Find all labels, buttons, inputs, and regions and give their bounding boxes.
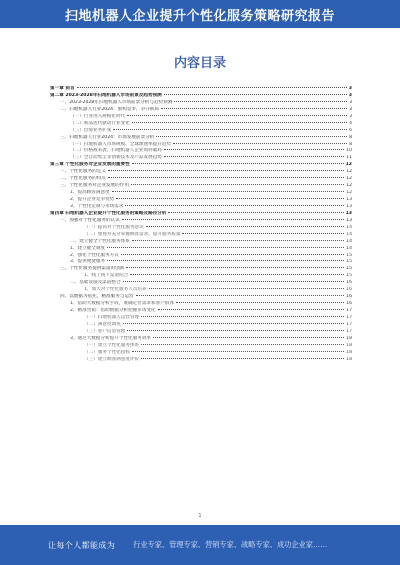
toc-entry-page: 18 bbox=[346, 356, 352, 362]
toc-dot-leader bbox=[132, 240, 344, 241]
toc-entry[interactable] bbox=[50, 246, 352, 253]
toc-entry-label: 第四章 扫地机器人企业提升个性化服务的策略及路径分析 bbox=[50, 210, 167, 216]
toc-entry-label: 一、个性化服务的定义 bbox=[60, 169, 106, 175]
toc-entry-label: 1、加大对个性化服务人员培养 bbox=[84, 287, 147, 293]
toc-entry[interactable] bbox=[50, 315, 352, 322]
toc-dot-leader bbox=[77, 87, 347, 88]
toc-dot-leader bbox=[164, 94, 347, 95]
toc-entry-label: 3、个性化定制与市场需求 bbox=[70, 203, 124, 209]
toc-dot-leader bbox=[182, 233, 344, 234]
toc-entry[interactable] bbox=[50, 183, 352, 190]
toc-dot-leader bbox=[125, 205, 344, 206]
toc-entry[interactable] bbox=[50, 329, 352, 336]
toc-entry-label: 2、精准营销：借助数据分析把握市场变化 bbox=[70, 308, 156, 313]
toc-dot-leader bbox=[156, 136, 347, 137]
toc-entry-label: （三）建立顾客满意度评价 bbox=[84, 356, 140, 362]
toc-entry-page: 16 bbox=[346, 280, 352, 286]
toc-entry-page: 15 bbox=[346, 266, 352, 272]
toc-entry-page: 14 bbox=[346, 238, 352, 244]
report-header-banner bbox=[0, 0, 400, 28]
toc-dot-leader bbox=[164, 156, 344, 157]
toc-entry-page: 8 bbox=[349, 141, 352, 147]
toc-entry-page: 4 bbox=[349, 120, 352, 126]
toc-dot-leader bbox=[146, 226, 344, 227]
toc-entry[interactable] bbox=[50, 107, 352, 114]
toc-entry[interactable] bbox=[50, 294, 352, 301]
toc-dot-leader bbox=[123, 323, 344, 324]
toc-entry-page: 13 bbox=[345, 210, 352, 216]
toc-dot-leader bbox=[121, 254, 344, 255]
toc-entry[interactable] bbox=[50, 232, 352, 239]
toc-dot-leader bbox=[108, 177, 344, 178]
toc-entry-label: （三）客户信息管理 bbox=[84, 328, 126, 334]
toc-entry[interactable] bbox=[50, 197, 352, 204]
toc-dot-leader bbox=[131, 184, 344, 185]
toc-entry-page: 17 bbox=[346, 328, 352, 334]
toc-dot-leader bbox=[161, 108, 347, 109]
toc-dot-leader bbox=[107, 260, 344, 261]
toc-entry[interactable] bbox=[50, 169, 352, 176]
toc-entry-page: 14 bbox=[346, 231, 352, 237]
toc-entry-page: 14 bbox=[346, 224, 352, 230]
toc-entry-label: 3、提供便捷服务 bbox=[70, 259, 106, 265]
toc-dot-leader bbox=[123, 281, 345, 282]
toc-entry-page: 18 bbox=[346, 342, 352, 348]
toc-dot-leader bbox=[126, 267, 344, 268]
toc-entry[interactable] bbox=[50, 343, 352, 350]
toc-entry-page: 12 bbox=[346, 183, 352, 189]
toc-entry-label: 二、扫地机器人行业2024：重构竞争，争夺新局 bbox=[60, 106, 159, 112]
toc-entry[interactable] bbox=[50, 357, 352, 364]
toc-dot-leader bbox=[141, 344, 344, 345]
toc-entry-label: 第三章 个性化服务对企业发展的重要性 bbox=[50, 162, 130, 168]
toc-entry-label: 2、提升企业竞争优势 bbox=[70, 197, 115, 202]
toc-dot-leader bbox=[113, 129, 347, 130]
toc-entry-page: 16 bbox=[346, 301, 352, 307]
toc-entry[interactable] bbox=[50, 225, 352, 232]
toc-dot-leader bbox=[107, 247, 344, 248]
toc-entry[interactable] bbox=[50, 322, 352, 329]
toc-entry-page: 16 bbox=[346, 294, 352, 300]
toc-entry-label: 1、提高顾客满意度 bbox=[70, 190, 110, 196]
toc-entry-page: 12 bbox=[346, 176, 352, 182]
page-number: 1 bbox=[198, 513, 202, 519]
toc-entry[interactable] bbox=[50, 350, 352, 357]
toc-entry-page: 3 bbox=[348, 86, 352, 91]
toc-entry-page: 17 bbox=[346, 314, 352, 320]
toc-dot-leader bbox=[158, 309, 345, 310]
toc-entry-page: 17 bbox=[346, 321, 352, 327]
toc-entry[interactable] bbox=[50, 336, 352, 343]
toc-entry-label: （二）满意度调查 bbox=[84, 321, 121, 327]
toc-entry-label: 二、基础设施及渠道整合 bbox=[70, 280, 121, 286]
toc-entry-page: 12 bbox=[346, 169, 352, 175]
toc-entry-page: 13 bbox=[346, 197, 352, 202]
toc-entry[interactable] bbox=[50, 280, 352, 287]
toc-entry[interactable] bbox=[50, 253, 352, 260]
toc-entry-page: 12 bbox=[346, 190, 352, 196]
toc-entry-page: 15 bbox=[346, 259, 352, 265]
toc-dot-leader bbox=[132, 163, 344, 164]
toc-dot-leader bbox=[132, 122, 347, 123]
toc-dot-leader bbox=[108, 170, 344, 171]
toc-entry-page: 13 bbox=[346, 217, 352, 223]
toc-entry-label: 第一章 前言 bbox=[50, 86, 75, 91]
toc-entry-label: 1、线上线下渠道结合 bbox=[84, 273, 129, 279]
toc-entry-label: （三）全自动集尘等创新技术及产品发展趋势 bbox=[70, 155, 162, 161]
toc-entry-label: 二、个性化服务的特点 bbox=[60, 176, 106, 182]
toc-entry-label: 1、建立健全制度 bbox=[70, 245, 106, 251]
toc-dot-leader bbox=[176, 302, 344, 303]
toc-dot-leader bbox=[116, 198, 344, 199]
toc-dot-leader bbox=[173, 143, 347, 144]
toc-entry-label: 三、个性化服务提供渠道的创新 bbox=[60, 266, 125, 272]
toc-entry[interactable] bbox=[50, 301, 352, 308]
toc-entry-page: 13 bbox=[346, 203, 352, 209]
toc-entry-page: 12 bbox=[345, 162, 352, 168]
toc-entry-label: 2、强化个性化服务方式 bbox=[70, 252, 119, 258]
toc-entry[interactable] bbox=[50, 176, 352, 183]
toc-dot-leader bbox=[149, 288, 344, 289]
toc-entry-page: 3 bbox=[349, 99, 352, 105]
toc-entry-label: （二）服务个性化指标 bbox=[84, 349, 130, 355]
toc-dot-leader bbox=[136, 295, 345, 296]
toc-entry[interactable] bbox=[50, 155, 352, 162]
toc-dot-leader bbox=[132, 351, 344, 352]
toc-entry-label: （一）行业进入规模化时代 bbox=[70, 113, 126, 119]
toc-entry[interactable] bbox=[50, 287, 352, 294]
toc-entry-label: 四、以数据为依托，精准服务与运营 bbox=[60, 294, 134, 300]
toc-entry-label: 1、借助大数据分析手段，准确定位需求和客户群体 bbox=[70, 301, 174, 307]
toc-entry[interactable] bbox=[50, 259, 352, 266]
toc-entry-page: 3 bbox=[348, 92, 352, 98]
toc-entry[interactable] bbox=[50, 266, 352, 273]
toc-entry-label: （三）出海业务扩张 bbox=[70, 127, 112, 133]
toc-dot-leader bbox=[127, 330, 344, 331]
toc-dot-leader bbox=[174, 101, 347, 102]
footer-slogan: 让每个人都能成为 bbox=[48, 540, 116, 550]
toc-entry-page: 11 bbox=[346, 155, 352, 161]
footer-tagline: 行业专家、管理专家、营销专家、战略专家、成功企业家…… bbox=[133, 540, 328, 549]
toc-entry[interactable] bbox=[50, 148, 352, 155]
toc-entry-label: （一）建立个性化服务体系 bbox=[84, 342, 140, 348]
toc-dot-leader bbox=[112, 191, 344, 192]
toc-entry[interactable] bbox=[50, 211, 352, 218]
toc-entry-label: 3、通过大数据分析提升个性化服务效率 bbox=[70, 335, 152, 341]
toc-entry[interactable] bbox=[50, 93, 352, 100]
toc-dot-leader bbox=[130, 274, 344, 275]
toc-entry[interactable] bbox=[50, 128, 352, 135]
toc-entry-label: （一）扫地机器人运营管理 bbox=[84, 314, 140, 320]
toc-entry-page: 6 bbox=[349, 127, 352, 133]
toc-entry-label: 第二章 2023-2028年扫地机器人市场前景及趋势预测 bbox=[50, 92, 162, 98]
toc-entry-label: （二）重视并充分掌握顾客需求，提升服务质量 bbox=[84, 231, 181, 237]
toc-entry-page: 15 bbox=[346, 252, 352, 258]
toc-entry-label: （二）价格战来袭，扫地机器人企业如何破局 bbox=[70, 148, 162, 154]
toc-entry[interactable] bbox=[50, 121, 352, 128]
toc-entry-label: （二）新品迭代驱动行业变化 bbox=[70, 120, 130, 126]
toc-entry-label: 一、2023-2028年扫地机器人市场前景分析与趋势预测 bbox=[60, 99, 173, 105]
toc-entry[interactable] bbox=[50, 190, 352, 197]
toc-entry[interactable] bbox=[50, 308, 352, 315]
toc-dot-leader bbox=[153, 337, 344, 338]
toc-entry[interactable] bbox=[50, 239, 352, 246]
toc-entry[interactable] bbox=[50, 86, 352, 93]
toc-entry-page: 18 bbox=[346, 349, 352, 355]
toc-dot-leader bbox=[164, 149, 344, 150]
toc-entry[interactable] bbox=[50, 162, 352, 169]
toc-heading: 内容目录 bbox=[173, 56, 226, 71]
toc-dot-leader bbox=[168, 212, 343, 213]
toc-entry[interactable] bbox=[50, 114, 352, 121]
toc-entry-page: 16 bbox=[346, 287, 352, 293]
toc-entry[interactable] bbox=[50, 204, 352, 211]
toc-entry-page: 10 bbox=[346, 148, 352, 154]
toc-dot-leader bbox=[141, 358, 344, 359]
toc-entry[interactable] bbox=[50, 218, 352, 225]
toc-entry-label: 三、扫地机器人行业2024：市场发展前景分析 bbox=[60, 134, 155, 140]
toc-entry-page: 8 bbox=[349, 134, 352, 140]
toc-entry-page: 17 bbox=[346, 308, 352, 313]
toc-entry-label: 三、个性化服务对企业发展的作用 bbox=[60, 183, 129, 189]
toc-entry[interactable] bbox=[50, 100, 352, 107]
toc-entry-label: （一）扫地机器人市场规模、全球渗透率提升趋势 bbox=[70, 141, 172, 147]
toc-entry-page: 15 bbox=[346, 273, 352, 279]
toc-dot-leader bbox=[141, 316, 344, 317]
toc-dot-leader bbox=[122, 219, 344, 220]
toc-dot-leader bbox=[127, 115, 347, 116]
toc-entry-page: 14 bbox=[346, 245, 352, 251]
toc-entry[interactable] bbox=[50, 142, 352, 149]
table-of-contents bbox=[50, 86, 352, 364]
footer-banner bbox=[0, 525, 400, 565]
toc-entry-label: 二、建立健全个性化服务体系 bbox=[70, 238, 130, 244]
toc-entry-label: 一、加强对个性化服务的认识 bbox=[60, 217, 120, 223]
toc-entry[interactable] bbox=[50, 135, 352, 142]
toc-entry-page: 18 bbox=[346, 335, 352, 341]
report-title: 扫地机器人企业提升个性化服务策略研究报告 bbox=[64, 8, 335, 24]
toc-entry-page: 3 bbox=[349, 106, 352, 112]
toc-entry-page: 3 bbox=[349, 113, 352, 119]
toc-entry-label: （一）提高对个性化服务意识 bbox=[84, 224, 144, 230]
toc-entry[interactable] bbox=[50, 273, 352, 280]
